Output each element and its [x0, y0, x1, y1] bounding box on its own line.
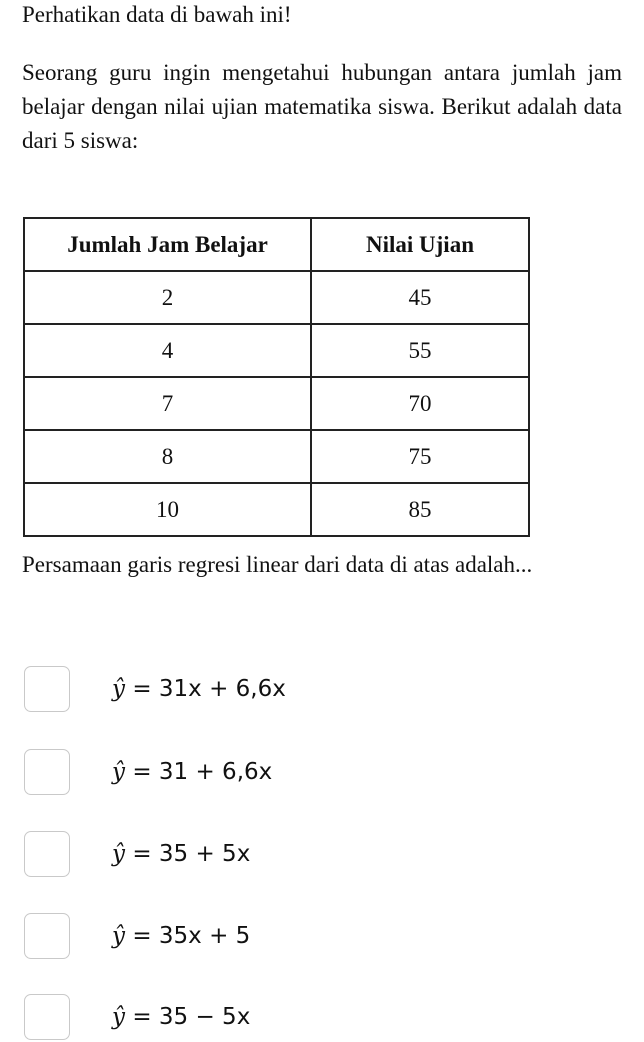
- option-formula: [112, 841, 250, 867]
- formula-rhs: = 35 + 5x: [132, 841, 251, 867]
- y-hat-symbol: ŷ: [112, 841, 125, 867]
- cell-hours: 8: [24, 430, 311, 483]
- cell-score: 85: [311, 483, 529, 536]
- table-row: [24, 483, 529, 536]
- data-table: [23, 217, 530, 537]
- cell-score: 55: [311, 324, 529, 377]
- checkbox[interactable]: [24, 994, 70, 1040]
- option-formula: [112, 923, 250, 949]
- table-header-row: [24, 218, 529, 271]
- y-hat-symbol: ŷ: [112, 759, 125, 785]
- option-formula: [112, 1004, 250, 1030]
- checkbox[interactable]: [24, 913, 70, 959]
- intro-text: Perhatikan data di bawah ini!: [22, 2, 292, 27]
- header-exam-score: Nilai Ujian: [311, 218, 529, 271]
- problem-paragraph: Seorang guru ingin mengetahui hubungan antara jumlah jam belajar dengan nilai ujian matematika siswa. Berikut adalah data dari 5 siswa:: [22, 60, 622, 153]
- cell-hours: 10: [24, 483, 311, 536]
- checkbox[interactable]: [24, 666, 70, 712]
- table-row: [24, 324, 529, 377]
- cell-hours: 2: [24, 271, 311, 324]
- cell-score: 75: [311, 430, 529, 483]
- option-formula: [112, 759, 272, 785]
- question-text: Persamaan garis regresi linear dari data di atas adalah...: [22, 552, 533, 577]
- formula-rhs: = 31 + 6,6x: [132, 759, 273, 785]
- option-d[interactable]: [24, 911, 424, 961]
- option-c[interactable]: [24, 829, 424, 879]
- cell-score: 45: [311, 271, 529, 324]
- formula-rhs: = 35 − 5x: [132, 1004, 251, 1030]
- cell-score: 70: [311, 377, 529, 430]
- y-hat-symbol: ŷ: [112, 923, 125, 949]
- checkbox[interactable]: [24, 749, 70, 795]
- option-a[interactable]: [24, 664, 424, 714]
- option-b[interactable]: [24, 747, 424, 797]
- option-e[interactable]: [24, 992, 424, 1042]
- option-formula: [112, 676, 286, 702]
- header-study-hours: Jumlah Jam Belajar: [24, 218, 311, 271]
- table-row: [24, 377, 529, 430]
- cell-hours: 4: [24, 324, 311, 377]
- y-hat-symbol: ŷ: [112, 1004, 125, 1030]
- table-row: [24, 430, 529, 483]
- formula-rhs: = 35x + 5: [132, 923, 251, 949]
- cell-hours: 7: [24, 377, 311, 430]
- table-row: [24, 271, 529, 324]
- formula-rhs: = 31x + 6,6x: [132, 676, 286, 702]
- checkbox[interactable]: [24, 831, 70, 877]
- y-hat-symbol: ŷ: [112, 676, 125, 702]
